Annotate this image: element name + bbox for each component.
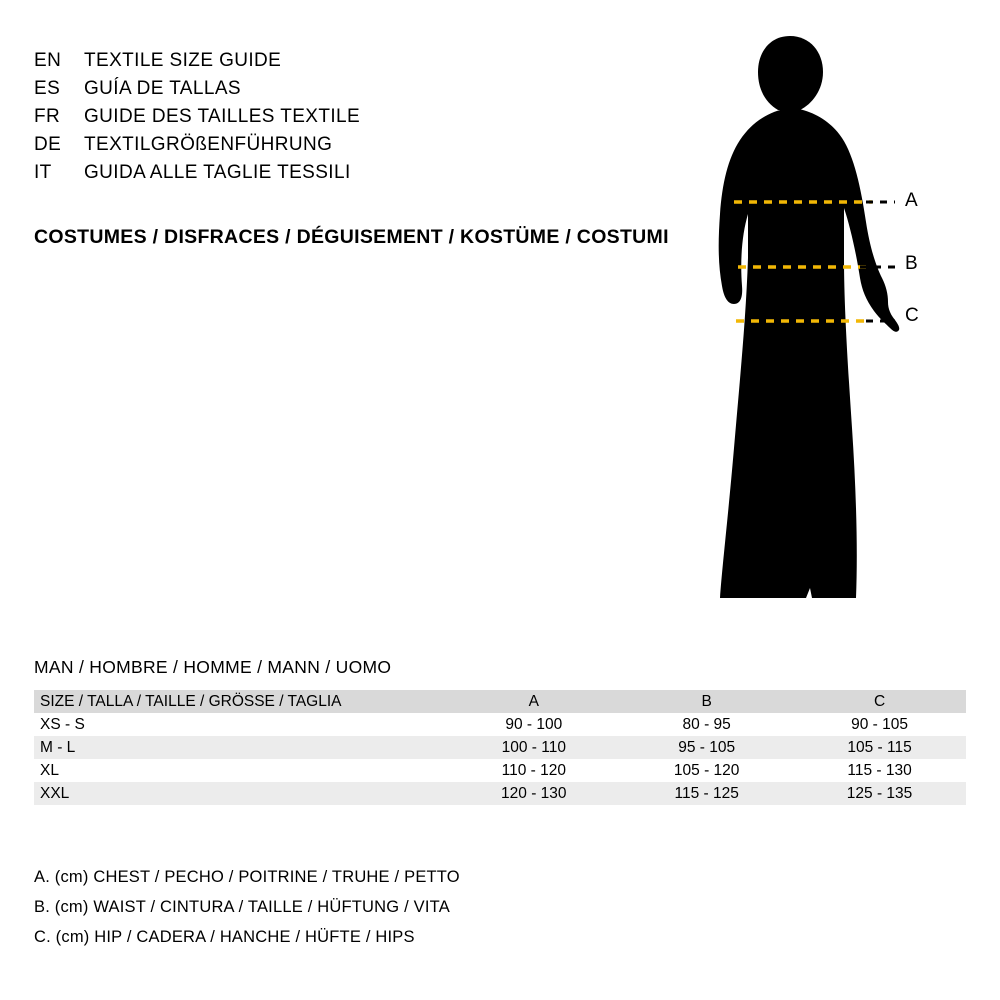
table-row bbox=[34, 736, 966, 759]
cell-size-1: M - L bbox=[34, 736, 447, 759]
cell-c-3: 125 - 135 bbox=[793, 782, 966, 805]
cell-c-2: 115 - 130 bbox=[847, 761, 912, 779]
language-code-fr: FR bbox=[34, 106, 61, 127]
body-figure bbox=[660, 28, 960, 618]
cell-c-1: 105 - 115 bbox=[793, 736, 966, 759]
language-code-en: EN bbox=[34, 50, 62, 71]
cell-b-2: 105 - 120 bbox=[673, 761, 740, 779]
language-text-fr: GUIDE DES TAILLES TEXTILE bbox=[84, 106, 361, 127]
table-section-title: MAN / HOMBRE / HOMME / MANN / UOMO bbox=[34, 657, 392, 677]
cell-b-0: 80 - 95 bbox=[682, 715, 731, 733]
cell-size-2: XL bbox=[40, 761, 59, 779]
language-code-es: ES bbox=[34, 78, 61, 99]
cell-size-3: XXL bbox=[34, 782, 447, 805]
language-row-it bbox=[34, 162, 674, 190]
language-row-es bbox=[34, 78, 674, 106]
cell-a-2: 110 - 120 bbox=[501, 761, 566, 779]
language-row-de bbox=[34, 134, 674, 162]
legend-line-a: A. (cm) CHEST / PECHO / POITRINE / TRUHE / PETTO bbox=[34, 868, 460, 886]
legend-line-b: B. (cm) WAIST / CINTURA / TAILLE / HÜFTUNG / VITA bbox=[34, 898, 450, 916]
marker-label-a: A bbox=[905, 190, 918, 211]
column-header-c: C bbox=[793, 690, 966, 713]
column-header-b: B bbox=[620, 690, 793, 713]
marker-label-c: C bbox=[905, 305, 919, 326]
table-row bbox=[34, 713, 966, 736]
cell-a-1: 100 - 110 bbox=[447, 736, 620, 759]
language-text-de: TEXTILGRÖßENFÜHRUNG bbox=[84, 134, 333, 155]
marker-label-b: B bbox=[905, 253, 918, 274]
language-code-it: IT bbox=[34, 162, 52, 183]
language-text-es: GUÍA DE TALLAS bbox=[84, 78, 241, 99]
size-table bbox=[34, 690, 966, 805]
cell-b-1: 95 - 105 bbox=[620, 736, 793, 759]
cell-a-0: 90 - 100 bbox=[505, 715, 563, 733]
language-text-it: GUIDA ALLE TAGLIE TESSILI bbox=[84, 162, 351, 183]
language-row-fr bbox=[34, 106, 674, 134]
table-row bbox=[34, 782, 966, 805]
cell-c-0: 90 - 105 bbox=[851, 715, 908, 733]
language-code-de: DE bbox=[34, 134, 62, 155]
measurement-legend bbox=[34, 862, 460, 952]
cell-a-3: 120 - 130 bbox=[447, 782, 620, 805]
cell-size-0: XS - S bbox=[40, 715, 85, 733]
column-header-a: A bbox=[447, 690, 620, 713]
table-row bbox=[34, 759, 966, 782]
legend-line-c: C. (cm) HIP / CADERA / HANCHE / HÜFTE / HIPS bbox=[34, 928, 415, 946]
language-row-en bbox=[34, 50, 674, 78]
table-header-row bbox=[34, 690, 966, 713]
cell-b-3: 115 - 125 bbox=[620, 782, 793, 805]
column-header-size: SIZE / TALLA / TAILLE / GRÖSSE / TAGLIA bbox=[34, 690, 447, 713]
costumes-subtitle: COSTUMES / DISFRACES / DÉGUISEMENT / KOSTÜME / COSTUMI bbox=[34, 226, 669, 248]
language-list bbox=[34, 50, 674, 190]
language-text-en: TEXTILE SIZE GUIDE bbox=[84, 50, 282, 71]
